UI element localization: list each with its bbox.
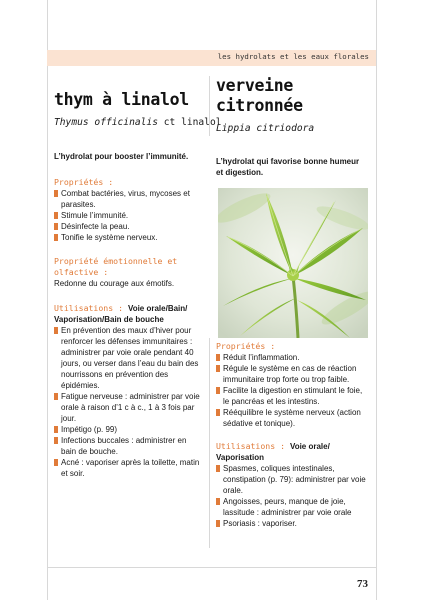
section-title	[216, 441, 370, 463]
section-title-emph: Voie orale/Bain/ Vaporisation/Bain de bouche	[54, 304, 188, 324]
thyme-subtitle: L’hydrolat pour booster l’immunité.	[54, 152, 189, 161]
verbena-lower-column	[216, 341, 370, 529]
verbena-latin-name: Lippia citriodora	[216, 123, 315, 134]
list-item-text: Régule le système en cas de réaction immunitaire trop forte ou trop faible.	[223, 364, 357, 384]
thyme-title: thym à linalol	[54, 90, 189, 109]
section-title-label: Utilisations :	[54, 303, 124, 313]
section-title: Propriétés :	[216, 341, 276, 351]
list-item	[54, 188, 202, 210]
section-text: Redonne du courage aux émotifs.	[54, 279, 175, 288]
list-item	[54, 232, 202, 243]
list-item-text: Tonifie le système nerveux.	[61, 233, 158, 242]
bullet-icon	[54, 327, 58, 334]
thyme-column	[54, 74, 222, 479]
bullet-icon	[216, 409, 220, 416]
bullet-icon	[216, 365, 220, 372]
list-item-text: Désinfecte la peau.	[61, 222, 130, 231]
list-item-text: Stimule l’immunité.	[61, 211, 129, 220]
list-item-text: Psoriasis : vaporiser.	[223, 519, 297, 528]
bullet-icon	[54, 223, 58, 230]
section-title: Propriétés :	[54, 177, 114, 187]
list-item	[54, 424, 202, 435]
list-item	[54, 221, 202, 232]
verbena-uses-section	[216, 441, 370, 529]
list-item	[54, 210, 202, 221]
list-item-text: Facilite la digestion en stimulant le foie, le pancréas et les intestins.	[223, 386, 363, 406]
section-title-label: Utilisations :	[216, 441, 286, 451]
bullet-icon	[54, 212, 58, 219]
list-item-text: Infections buccales : administrer en bain de bouche.	[61, 436, 187, 456]
column-divider-bottom	[209, 338, 210, 548]
verbena-title-line1: verveine	[216, 76, 294, 95]
list-item-text: Angoisses, peurs, manque de joie, lassitude : administrer par voie orale	[223, 497, 352, 517]
bullet-icon	[54, 190, 58, 197]
bullet-icon	[216, 465, 220, 472]
latin-name-text: Thymus officinalis	[54, 117, 158, 128]
list-item-text: Acné : vaporiser après la toilette, matin et soir.	[61, 458, 200, 478]
list-item	[54, 435, 202, 457]
thyme-latin-name	[54, 117, 222, 128]
list-item-text: Combat bactéries, virus, mycoses et parasites.	[61, 189, 190, 209]
left-margin-line	[47, 0, 48, 600]
thyme-uses-section	[54, 303, 202, 479]
latin-suffix-text: ct linalol	[157, 117, 222, 128]
bullet-icon	[216, 498, 220, 505]
list-item	[216, 496, 370, 518]
thyme-emotional-section	[54, 256, 202, 289]
bullet-icon	[216, 354, 220, 361]
verbena-title-line2: citronnée	[216, 96, 303, 115]
list-item-text: En prévention des maux d’hiver pour renforcer les défenses immunitaires : administrer par voie orale pendant 40 jours, ou verser dans l’eau du bain des nourrissons en prévention des épidémies.	[61, 326, 199, 390]
bullet-icon	[54, 459, 58, 466]
list-item	[216, 407, 370, 429]
bullet-icon	[54, 234, 58, 241]
thyme-properties-section	[54, 177, 202, 243]
bullet-icon	[216, 520, 220, 527]
list-item	[216, 385, 370, 407]
list-item	[216, 363, 370, 385]
list-item	[216, 463, 370, 496]
lemon-verbena-photo	[218, 188, 368, 338]
bullet-icon	[54, 437, 58, 444]
list-item	[216, 352, 370, 363]
bullet-icon	[54, 393, 58, 400]
verbena-title	[216, 76, 368, 116]
footer-divider	[47, 567, 376, 568]
list-item	[54, 457, 202, 479]
section-title: Propriété émotionnelle et olfactive :	[54, 256, 178, 277]
list-item-text: Impétigo (p. 99)	[61, 425, 118, 434]
section-header: les hydrolats et les eaux florales	[217, 52, 369, 61]
list-item	[54, 325, 202, 391]
right-margin-line	[376, 0, 377, 600]
verbena-properties-section	[216, 341, 370, 429]
bullet-icon	[216, 387, 220, 394]
section-title-emph: Voie orale/ Vaporisation	[216, 442, 330, 462]
page-number: 73	[357, 578, 368, 590]
bullet-icon	[54, 426, 58, 433]
list-item-text: Rééquilibre le système nerveux (action sédative et tonique).	[223, 408, 361, 428]
verbena-subtitle: L’hydrolat qui favorise bonne humeur et digestion.	[216, 157, 360, 177]
list-item-text: Fatigue nerveuse : administrer par voie orale à raison d’1 c à c., 1 à 3 fois par jour.	[61, 392, 200, 423]
verbena-column	[216, 74, 368, 178]
section-title	[54, 303, 202, 325]
list-item	[54, 391, 202, 424]
list-item	[216, 518, 370, 529]
list-item-text: Spasmes, coliques intestinales, constipation (p. 79): administrer par voie orale.	[223, 464, 366, 495]
list-item-text: Réduit l’inflammation.	[223, 353, 300, 362]
verbena-leaves-illustration	[218, 188, 368, 338]
